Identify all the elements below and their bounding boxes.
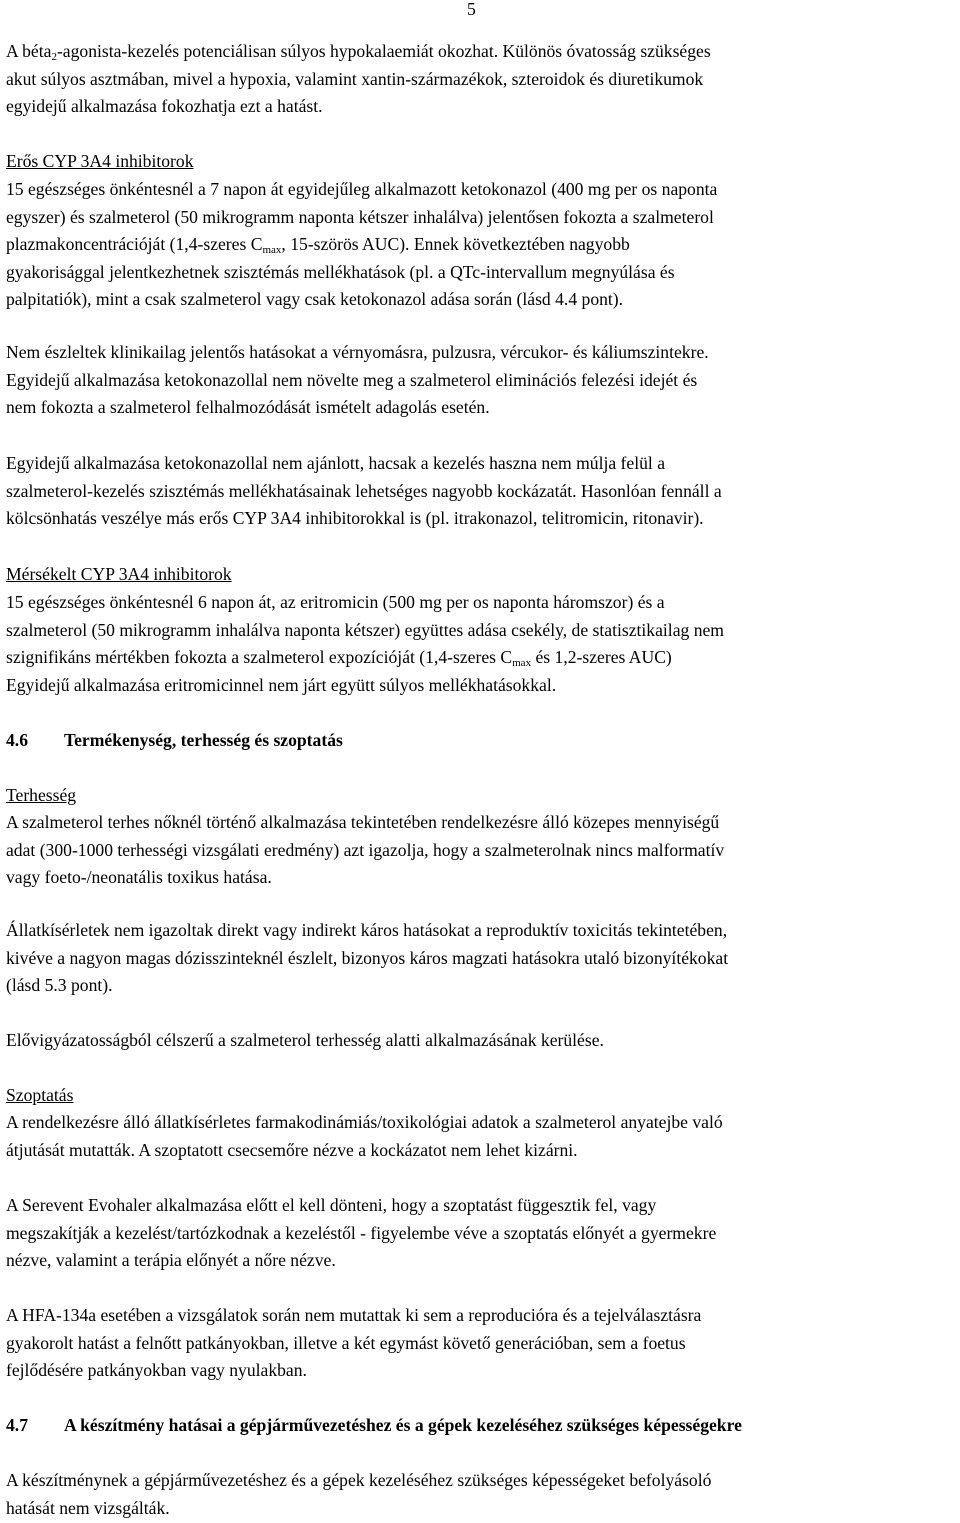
text-line: szignifikáns mértékben fokozta a szalmeterol expozícióját (1,4-szeres $C_{max}$ és 1,2-szeres AUC) [6,647,672,670]
section-number: 4.7 [6,1415,28,1435]
text-line: kölcsönhatás veszélye más erős CYP 3A4 inhibitorokkal is (pl. itrakonazol, telitromicin, ritonavir). [6,508,704,529]
paragraph-driving [6,1467,954,1522]
text-line: hatását nem vizsgálták. [6,1497,170,1518]
text-line: 15 egészséges önkéntesnél 6 napon át, az eritromicin (500 mg per os naponta háromszor) és a [6,592,665,612]
text-line: fejlődésére patkányokban vagy nyulakban. [6,1360,307,1381]
paragraph-ketoconazole-study [6,176,954,314]
subheading-strong-cyp3a4 [6,148,954,176]
text-line: (lásd 5.3 pont). [6,975,113,996]
text-line: A készítménynek a gépjárművezetéshez és a gépek kezeléséhez szükséges képességeket befolyásoló [6,1470,712,1490]
section-number: 4.6 [6,730,28,750]
text-line: plazmakoncentrációját (1,4-szeres $C_{max}$, 15-szörös AUC). Ennek következtében nagyobb [6,234,630,257]
paragraph-animal-studies [6,917,954,1000]
subheading-pregnancy [6,782,954,810]
text-line: átjutását mutatták. A szoptatott csecsemőre nézve a kockázatot nem lehet kizárni. [6,1139,578,1160]
subheading-text: Terhesség [6,785,77,805]
text-line: szalmeterol-kezelés szisztémás mellékhatásainak lehetséges nagyobb kockázatát. Hasonlóan fennáll a [6,480,722,501]
paragraph-not-recommended [6,450,954,533]
text-line: Állatkísérletek nem igazoltak direkt vagy indirekt káros hatásokat a reproduktív toxicitás tekintetében, [6,920,728,940]
paragraph-erythromycin-study [6,589,954,699]
text-line: vagy foeto-/neonatális toxikus hatása. [6,867,272,888]
paragraph-breastfeeding-decision [6,1192,954,1275]
text-line: A HFA-134a esetében a vizsgálatok során nem mutattak ki sem a reproducióra és a tejelválasztásra [6,1305,702,1325]
text-line: A béta$_2$-agonista-kezelés potenciálisan súlyos hypokalaemiát okozhat. Különös óvatosság szükséges [6,41,711,63]
section-title: A készítmény hatásai a gépjárművezetéshez és a gépek kezeléséhez szükséges képességekre [64,1415,742,1435]
text-line: egyszer) és szalmeterol (50 mikrogramm naponta kétszer inhalálva) jelentősen fokozta a szalmeterol [6,206,714,227]
text-line: Elővigyázatosságból célszerű a szalmeterol terhesség alatti alkalmazásának kerülése. [6,1030,604,1050]
text-line: nem fokozta a szalmeterol felhalmozódását ismételt adagolás esetén. [6,397,490,418]
paragraph-hfa134a [6,1302,954,1385]
section-heading-4-6 [6,727,954,755]
text-line: egyidejű alkalmazása fokozhatja ezt a hatást. [6,96,323,117]
text-line: palpitatiók), mint a csak szalmeterol vagy csak ketokonazol adása során (lásd 4.4 pont). [6,289,624,310]
subheading-text: Mérsékelt CYP 3A4 inhibitorok [6,564,232,584]
text-line: A Serevent Evohaler alkalmazása előtt el kell dönteni, hogy a szoptatást függesztik fel, vagy [6,1195,657,1215]
text-line: 15 egészséges önkéntesnél a 7 napon át egyidejűleg alkalmazott ketokonazol (400 mg per os naponta [6,179,718,199]
text-line: Nem észleltek klinikailag jelentős hatásokat a vérnyomásra, pulzusra, vércukor- és káliumszintekre. [6,342,709,362]
paragraph-no-clinical-effects [6,339,954,422]
text-line: gyakorolt hatást a felnőtt patkányokban, illetve a két egymást követő generációban, sem a foetus [6,1332,686,1353]
subheading-text: Szoptatás [6,1085,74,1105]
text-line: adat (300-1000 terhességi vizsgálati eredmény) azt igazolja, hogy a szalmeterolnak nincs malformatív [6,839,725,860]
paragraph-hypokalaemia [6,38,954,121]
section-heading-4-7 [6,1412,954,1440]
paragraph-pregnancy-data [6,809,954,892]
subheading-text: Erős CYP 3A4 inhibitorok [6,151,194,171]
text-line: nézve, valamint a terápia előnyét a nőre nézve. [6,1250,336,1271]
text-line: A rendelkezésre álló állatkísérletes farmakodinámiás/toxikológiai adatok a szalmeterol anyatejbe való [6,1112,723,1132]
text-line: akut súlyos asztmában, mivel a hypoxia, valamint xantin-származékok, szteroidok és diuretikumok [6,68,704,89]
subheading-breastfeeding [6,1082,954,1110]
section-title: Termékenység, terhesség és szoptatás [64,730,343,750]
text-line: szalmeterol (50 mikrogramm inhalálva naponta kétszer) együttes adása csekély, de statisztikailag nem [6,619,724,640]
text-line: Egyidejű alkalmazása ketokonazollal nem növelte meg a szalmeterol eliminációs felezési idejét és [6,369,698,390]
text-line: kivéve a nagyon magas dózisszinteknél észlelt, bizonyos káros magzati hatásokra utaló bizonyítékokat [6,947,729,968]
paragraph-milk-transfer [6,1109,954,1164]
text-line: Egyidejű alkalmazása ketokonazollal nem ajánlott, hacsak a kezelés haszna nem múlja felül a [6,453,666,473]
paragraph-precaution [6,1027,954,1055]
text-line: Egyidejű alkalmazása eritromicinnel nem járt együtt súlyos mellékhatásokkal. [6,674,557,695]
subheading-moderate-cyp3a4 [6,561,954,589]
text-line: megszakítják a kezelést/tartózkodnak a kezeléstől - figyelembe véve a szoptatás előnyét a gyermekre [6,1222,717,1243]
page-number: 5 [467,0,476,19]
text-line: A szalmeterol terhes nőknél történő alkalmazása tekintetében rendelkezésre álló közepes mennyiségű [6,812,720,832]
text-line: gyakorisággal jelentkezhetnek szisztémás mellékhatások (pl. a QTc-intervallum megnyúlása és [6,261,675,282]
